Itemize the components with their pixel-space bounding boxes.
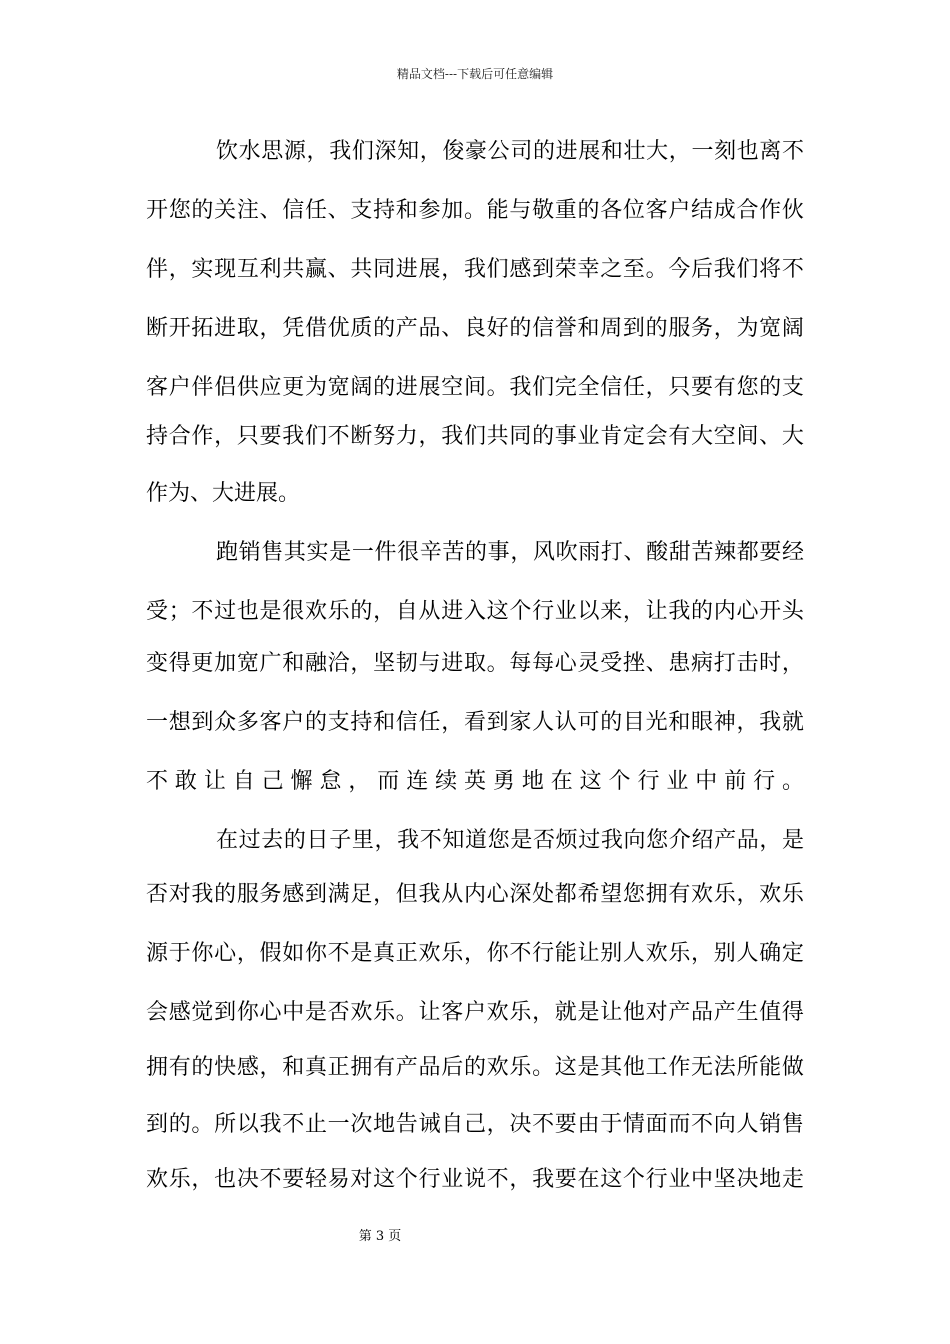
paragraph-line: 在过去的日子里，我不知道您是否烦过我向您介绍产品，是 [216,828,805,853]
paragraph-line: 否对我的服务感到满足，但我从内心深处都希望您拥有欢乐，欢乐 [146,882,805,907]
paragraph-line: 伴，实现互利共赢、共同进展，我们感到荣幸之至。今后我们将不 [146,257,805,282]
paragraph-line: 源于你心，假如你不是真正欢乐，你不行能让别人欢乐，别人确定 [146,941,805,966]
paragraph-line: 不敢让自己懈怠，而连续英勇地在这个行业中前行。 [146,769,811,794]
paragraph-line: 到的。所以我不止一次地告诫自己，决不要由于情面而不向人销售 [146,1112,805,1137]
paragraph-line: 会感觉到你心中是否欢乐。让客户欢乐，就是让他对产品产生值得 [146,1000,805,1025]
paragraph-line: 持合作，只要我们不断努力，我们共同的事业肯定会有大空间、大 [146,424,805,449]
paragraph-line: 断开拓进取，凭借优质的产品、良好的信誉和周到的服务，为宽阔 [146,316,805,341]
page-number: 第 3 页 [358,1229,402,1244]
paragraph-line: 作为、大进展。 [146,481,301,506]
paragraph-line: 客户伴侣供应更为宽阔的进展空间。我们完全信任，只要有您的支 [146,375,805,400]
paragraph-line: 饮水思源，我们深知，俊豪公司的进展和壮大，一刻也离不 [216,139,805,164]
page-header: 精品文档---下载后可任意编辑 [396,67,554,81]
paragraph-line: 欢乐，也决不要轻易对这个行业说不，我要在这个行业中坚决地走 [146,1167,805,1192]
paragraph-line: 一想到众多客户的支持和信任，看到家人认可的目光和眼神，我就 [146,710,805,735]
paragraph-line: 拥有的快感，和真正拥有产品后的欢乐。这是其他工作无法所能做 [146,1055,805,1080]
paragraph-line: 跑销售其实是一件很辛苦的事，风吹雨打、酸甜苦辣都要经 [216,540,805,565]
paragraph-line: 变得更加宽广和融洽，坚韧与进取。每每心灵受挫、患病打击时， [146,651,805,676]
paragraph-line: 开您的关注、信任、支持和参加。能与敬重的各位客户结成合作伙 [146,198,805,223]
paragraph-line: 受；不过也是很欢乐的，自从进入这个行业以来，让我的内心开头 [146,599,805,624]
